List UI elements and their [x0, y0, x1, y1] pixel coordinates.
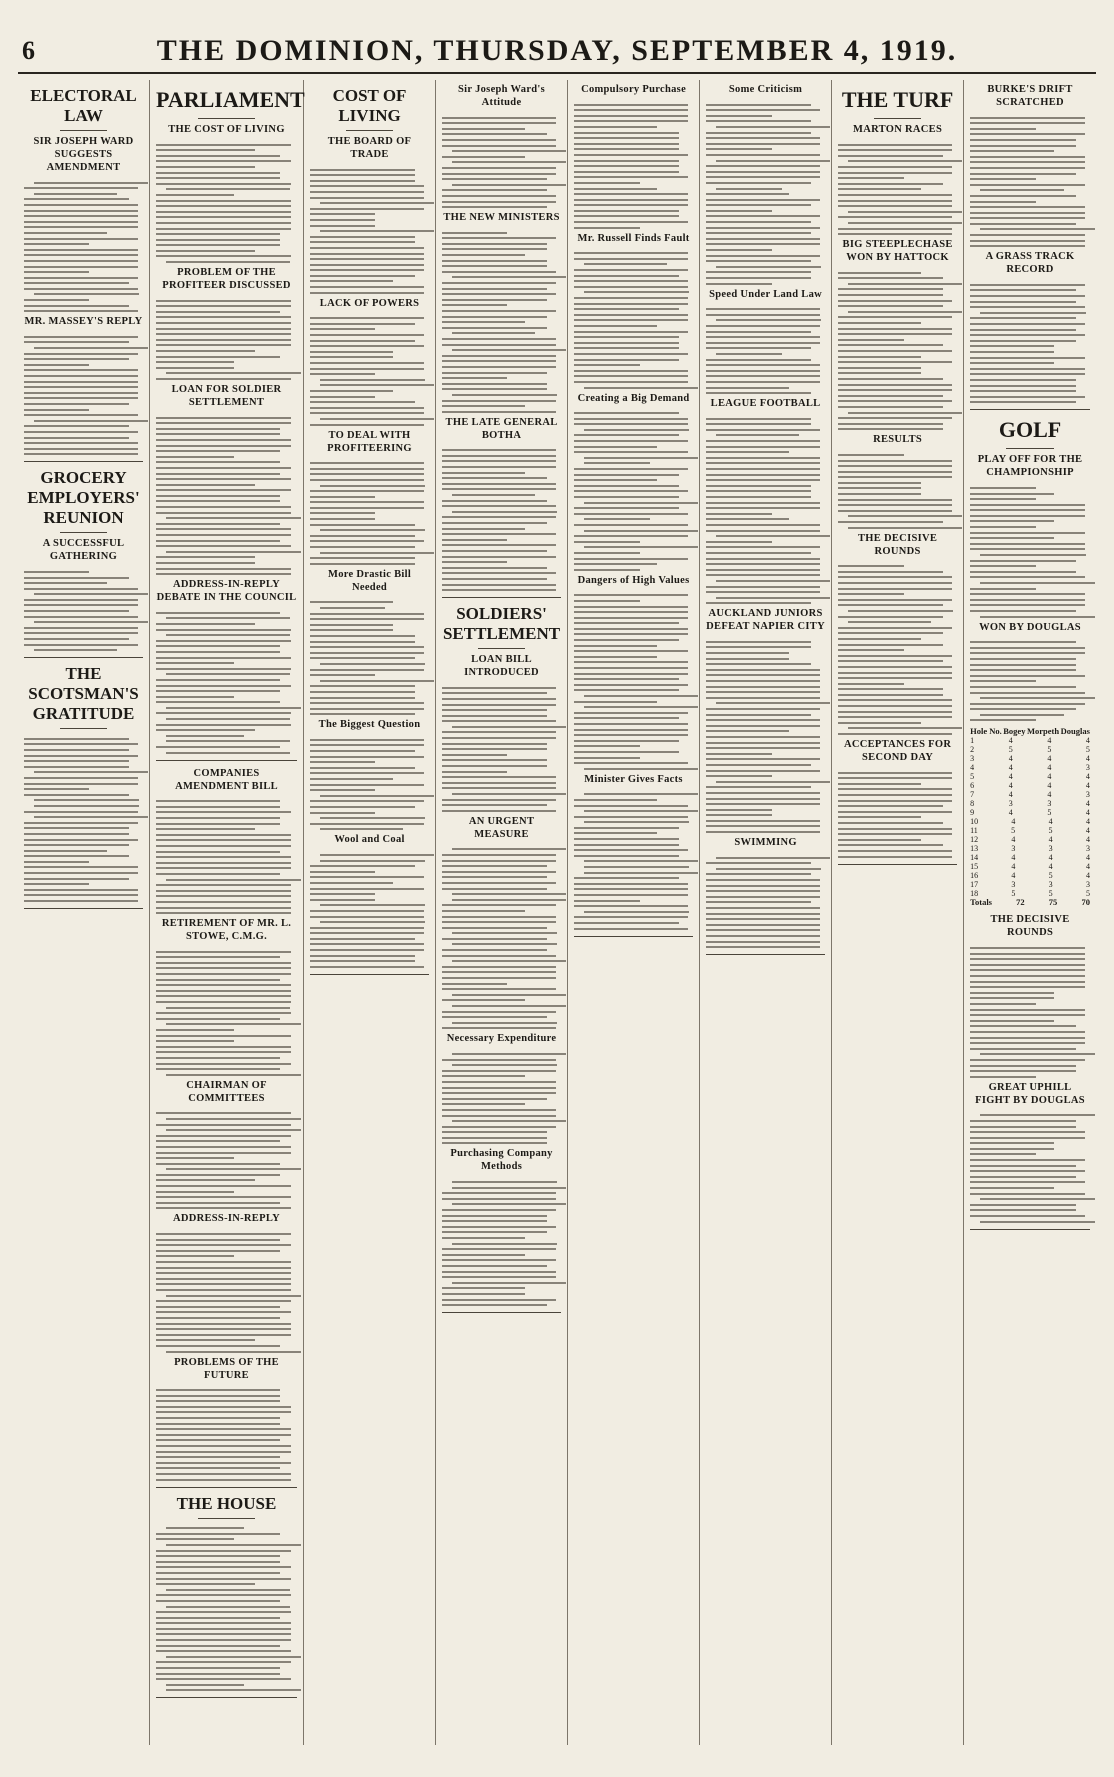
table-cell: 4: [1008, 736, 1013, 746]
table-row: [970, 871, 1090, 880]
table-cell: 4: [1047, 763, 1052, 773]
section-subheading: Speed Under Land Law: [709, 288, 823, 300]
table-cell: 4: [1085, 736, 1090, 746]
body-text-lines: [838, 767, 957, 858]
column-1: [18, 80, 150, 1745]
table-cell: 15: [970, 862, 979, 872]
section-heading: ELECTORAL LAW: [30, 86, 137, 125]
section-divider: [706, 954, 825, 955]
body-text-lines: [838, 267, 957, 430]
table-cell: 70: [1081, 897, 1090, 908]
column-3: [304, 80, 436, 1745]
golf-score-table: [970, 727, 1090, 907]
body-text-lines: [838, 561, 957, 735]
column-4: [436, 80, 568, 1745]
table-cell: 17: [970, 880, 979, 890]
section-subheading: RESULTS: [873, 434, 923, 446]
table-cell: 13: [970, 844, 979, 854]
page-number: 6: [22, 36, 35, 65]
table-cell: 10: [970, 817, 979, 827]
table-cell: 2: [970, 745, 975, 755]
table-cell: 4: [1008, 754, 1013, 764]
section-divider: [574, 936, 693, 937]
section-subheading: Dangers of High Values: [577, 574, 690, 586]
section-heading: GROCERY EMPLOYERS' REUNION: [27, 468, 140, 528]
body-text-lines: [310, 734, 429, 830]
table-cell: 4: [1008, 772, 1013, 782]
section-subheading: THE BOARD OF TRADE: [327, 136, 412, 160]
section-subheading: MR. MASSEY'S REPLY: [24, 316, 143, 328]
table-row: [970, 754, 1090, 763]
column-8: [964, 80, 1096, 1745]
section-subheading: Minister Gives Facts: [584, 773, 683, 785]
column-2: [150, 80, 304, 1745]
table-cell: 5: [1048, 889, 1053, 899]
table-cell: 1: [970, 736, 975, 746]
divider: [60, 532, 108, 533]
body-text-lines: [970, 1110, 1090, 1223]
table-cell: 5: [1008, 745, 1013, 755]
body-text-lines: [156, 607, 297, 753]
section-subheading: PROBLEMS OF THE FUTURE: [174, 1356, 279, 1381]
body-text-lines: [24, 566, 143, 651]
section-subheading: More Drastic Bill Needed: [327, 568, 412, 593]
divider: [60, 728, 108, 729]
body-text-lines: [156, 1385, 297, 1481]
section-subheading: CHAIRMAN OF COMMITTEES: [186, 1079, 267, 1104]
section-subheading: Purchasing Company Methods: [450, 1148, 553, 1173]
table-cell: 4: [1085, 835, 1090, 845]
table-row: [970, 781, 1090, 790]
table-row: [970, 835, 1090, 844]
section-subheading: THE LATE GENERAL BOTHA: [445, 416, 558, 441]
column-header: Morpeth: [1027, 726, 1060, 737]
divider: [60, 130, 108, 131]
section-subheading: COMPANIES AMENDMENT BILL: [175, 767, 278, 792]
totals-label: Totals: [970, 897, 992, 908]
section-subheading: RETIREMENT OF MR. L. STOWE, C.M.G.: [161, 918, 292, 943]
body-text-lines: [442, 112, 561, 208]
body-text-lines: [706, 304, 825, 395]
table-cell: 8: [970, 799, 975, 809]
section-subheading: A GRASS TRACK RECORD: [985, 251, 1075, 276]
table-cell: 12: [970, 835, 979, 845]
section-heading: THE SCOTSMAN'S GRATITUDE: [28, 664, 139, 724]
columns-container: [18, 80, 1096, 1745]
table-cell: 3: [1085, 844, 1090, 854]
body-text-lines: [442, 844, 561, 1030]
section-divider: [310, 974, 429, 975]
table-row: [970, 736, 1090, 745]
section-divider: [24, 908, 143, 909]
body-text-lines: [156, 412, 297, 575]
table-cell: 4: [1008, 808, 1013, 818]
page-title: THE DOMINION, THURSDAY, SEPTEMBER 4, 1919.: [156, 34, 958, 67]
section-subheading: A SUCCESSFUL GATHERING: [42, 538, 125, 563]
section-subheading: LACK OF POWERS: [319, 297, 420, 309]
table-cell: 3: [1011, 880, 1016, 890]
table-cell: 14: [970, 853, 979, 863]
table-cell: 18: [970, 889, 979, 899]
masthead: [18, 30, 1096, 74]
table-cell: 4: [1047, 772, 1052, 782]
body-text-lines: [970, 112, 1090, 247]
table-cell: 3: [1085, 880, 1090, 890]
section-subheading: Mr. Russell Finds Fault: [577, 232, 690, 244]
body-text-lines: [574, 99, 693, 229]
section-subheading: THE DECISIVE ROUNDS: [990, 914, 1070, 939]
section-subheading: Creating a Big Demand: [577, 392, 690, 404]
body-text-lines: [442, 445, 561, 591]
body-text-lines: [156, 295, 297, 380]
table-cell: 5: [1011, 826, 1016, 836]
table-totals-row: [970, 898, 1090, 907]
table-cell: 3: [1085, 763, 1090, 773]
table-cell: 4: [1085, 781, 1090, 791]
table-cell: 4: [1085, 862, 1090, 872]
section-subheading: MARTON RACES: [853, 124, 943, 135]
body-text-lines: [156, 796, 297, 914]
divider: [874, 118, 922, 119]
section-subheading: BURKE'S DRIFT SCRATCHED: [987, 84, 1073, 108]
table-row: [970, 880, 1090, 889]
section-divider: [970, 409, 1090, 410]
table-cell: 4: [1011, 862, 1016, 872]
section-subheading: ACCEPTANCES FOR SECOND DAY: [843, 739, 952, 764]
section-heading: SOLDIERS' SETTLEMENT: [442, 604, 561, 644]
table-cell: 11: [970, 826, 978, 836]
section-divider: [442, 1312, 561, 1313]
section-subheading: ADDRESS-IN-REPLY DEBATE IN THE COUNCIL: [156, 579, 297, 604]
table-cell: 5: [970, 772, 975, 782]
table-cell: 3: [1011, 844, 1016, 854]
table-cell: 4: [1085, 826, 1090, 836]
table-cell: 4: [1047, 790, 1052, 800]
table-cell: 4: [1048, 835, 1053, 845]
section-subheading: PLAY OFF FOR THE CHAMPIONSHIP: [977, 454, 1083, 479]
divider: [198, 118, 254, 119]
table-cell: 4: [1048, 862, 1053, 872]
body-text-lines: [838, 449, 957, 528]
table-cell: 4: [1011, 817, 1016, 827]
table-cell: 4: [970, 763, 975, 773]
body-text-lines: [156, 1228, 297, 1352]
table-cell: 7: [970, 790, 975, 800]
table-cell: 5: [1011, 889, 1016, 899]
table-cell: 4: [1085, 853, 1090, 863]
section-heading: COST OF LIVING: [332, 86, 407, 125]
body-text-lines: [156, 946, 297, 1076]
body-text-lines: [970, 482, 1090, 617]
section-divider: [442, 597, 561, 598]
column-7: [832, 80, 964, 1745]
table-cell: 75: [1048, 897, 1058, 908]
body-text-lines: [970, 942, 1090, 1077]
table-cell: 5: [1047, 808, 1052, 818]
table-cell: 3: [970, 754, 975, 764]
body-text-lines: [310, 597, 429, 715]
table-cell: 4: [1011, 871, 1016, 881]
body-text-lines: [442, 1048, 561, 1144]
section-divider: [838, 864, 957, 865]
table-cell: 72: [1016, 897, 1025, 908]
section-divider: [156, 760, 297, 761]
table-cell: 9: [970, 808, 975, 818]
table-row: [970, 817, 1090, 826]
body-text-lines: [574, 590, 693, 770]
section-heading: GOLF: [998, 417, 1062, 443]
section-subheading: WON BY DOUGLAS: [979, 621, 1081, 633]
section-subheading: THE NEW MINISTERS: [443, 212, 560, 224]
section-divider: [156, 1487, 297, 1488]
section-subheading: Some Criticism: [728, 84, 803, 95]
table-cell: 3: [1048, 880, 1053, 890]
table-cell: 4: [1011, 835, 1016, 845]
section-subheading: LEAGUE FOOTBALL: [710, 398, 821, 410]
table-cell: 4: [1011, 853, 1016, 863]
body-text-lines: [574, 408, 693, 571]
section-subheading: Sir Joseph Ward's Attitude: [458, 84, 546, 108]
column-header: Hole No.: [970, 726, 1002, 737]
table-header: [970, 727, 1090, 736]
body-text-lines: [24, 733, 143, 902]
table-cell: 6: [970, 781, 975, 791]
section-subheading: SIR JOSEPH WARD SUGGESTS AMENDMENT: [33, 136, 134, 173]
divider: [346, 130, 394, 131]
section-subheading: Compulsory Purchase: [581, 84, 687, 95]
table-row: [970, 853, 1090, 862]
table-cell: 4: [1008, 790, 1013, 800]
table-cell: 4: [1085, 772, 1090, 782]
section-subheading: Wool and Coal: [334, 834, 405, 846]
body-text-lines: [310, 458, 429, 565]
table-cell: 4: [1008, 763, 1013, 773]
table-cell: 3: [1047, 799, 1052, 809]
table-cell: 4: [1048, 817, 1053, 827]
body-text-lines: [442, 1176, 561, 1306]
column-header: Douglas: [1060, 726, 1090, 737]
table-cell: 4: [1085, 799, 1090, 809]
body-text-lines: [156, 1108, 297, 1210]
body-text-lines: [442, 227, 561, 413]
table-row: [970, 844, 1090, 853]
table-cell: 5: [1048, 826, 1053, 836]
table-cell: 3: [1008, 799, 1013, 809]
section-subheading: PROBLEM OF THE PROFITEER DISCUSSED: [162, 267, 291, 292]
section-divider: [24, 461, 143, 462]
column-header: Bogey: [1003, 726, 1026, 737]
section-subheading: AUCKLAND JUNIORS DEFEAT NAPIER CITY: [706, 608, 825, 633]
table-row: [970, 772, 1090, 781]
section-subheading: LOAN BILL INTRODUCED: [464, 654, 539, 679]
section-subheading: TO DEAL WITH PROFITEERING: [327, 429, 412, 454]
body-text-lines: [706, 636, 825, 833]
body-text-lines: [310, 164, 429, 294]
section-subheading: AN URGENT MEASURE: [468, 815, 535, 840]
table-cell: 5: [1085, 889, 1090, 899]
body-text-lines: [838, 139, 957, 235]
section-subheading: BIG STEEPLECHASE WON BY HATTOCK: [842, 239, 953, 264]
body-text-lines: [156, 1523, 297, 1692]
body-text-lines: [970, 279, 1090, 403]
table-cell: 4: [1008, 781, 1013, 791]
body-text-lines: [156, 139, 297, 263]
table-row: [970, 862, 1090, 871]
section-divider: [24, 657, 143, 658]
body-text-lines: [706, 852, 825, 948]
body-text-lines: [970, 637, 1090, 722]
body-text-lines: [574, 789, 693, 930]
divider: [198, 1518, 254, 1519]
table-cell: 4: [1048, 853, 1053, 863]
table-cell: 4: [1085, 817, 1090, 827]
divider: [1006, 448, 1054, 449]
section-divider: [156, 1697, 297, 1698]
table-cell: 4: [1085, 808, 1090, 818]
table-cell: 4: [1047, 754, 1052, 764]
table-cell: 3: [1085, 790, 1090, 800]
table-cell: 5: [1047, 745, 1052, 755]
body-text-lines: [24, 177, 143, 312]
body-text-lines: [442, 682, 561, 812]
table-row: [970, 745, 1090, 754]
section-heading: PARLIAMENT: [156, 87, 305, 112]
body-text-lines: [310, 313, 429, 426]
section-subheading: ADDRESS-IN-REPLY: [172, 1213, 281, 1225]
column-6: [700, 80, 832, 1745]
divider: [478, 648, 526, 649]
section-subheading: THE DECISIVE ROUNDS: [858, 532, 938, 557]
section-heading: THE TURF: [841, 87, 954, 112]
table-row: [970, 808, 1090, 817]
body-text-lines: [310, 849, 429, 967]
section-subheading: LOAN FOR SOLDIER SETTLEMENT: [171, 383, 282, 408]
table-row: [970, 763, 1090, 772]
section-heading: THE HOUSE: [176, 1493, 277, 1513]
table-cell: 4: [1047, 781, 1052, 791]
body-text-lines: [24, 331, 143, 455]
body-text-lines: [574, 248, 693, 389]
section-subheading: GREAT UPHILL FIGHT BY DOUGLAS: [975, 1081, 1085, 1106]
section-divider: [970, 1229, 1090, 1230]
table-cell: 4: [1047, 736, 1052, 746]
table-cell: 5: [1048, 871, 1053, 881]
body-text-lines: [706, 99, 825, 285]
section-subheading: The Biggest Question: [318, 719, 421, 731]
table-row: [970, 790, 1090, 799]
table-cell: 3: [1048, 844, 1053, 854]
table-row: [970, 799, 1090, 808]
column-5: [568, 80, 700, 1745]
body-text-lines: [706, 413, 825, 604]
table-cell: 16: [970, 871, 979, 881]
table-cell: 4: [1085, 754, 1090, 764]
table-cell: 4: [1085, 871, 1090, 881]
table-cell: 5: [1085, 745, 1090, 755]
section-subheading: THE COST OF LIVING: [168, 124, 285, 135]
section-subheading: Necessary Expenditure: [446, 1033, 557, 1045]
section-subheading: SWIMMING: [734, 837, 797, 849]
table-row: [970, 826, 1090, 835]
